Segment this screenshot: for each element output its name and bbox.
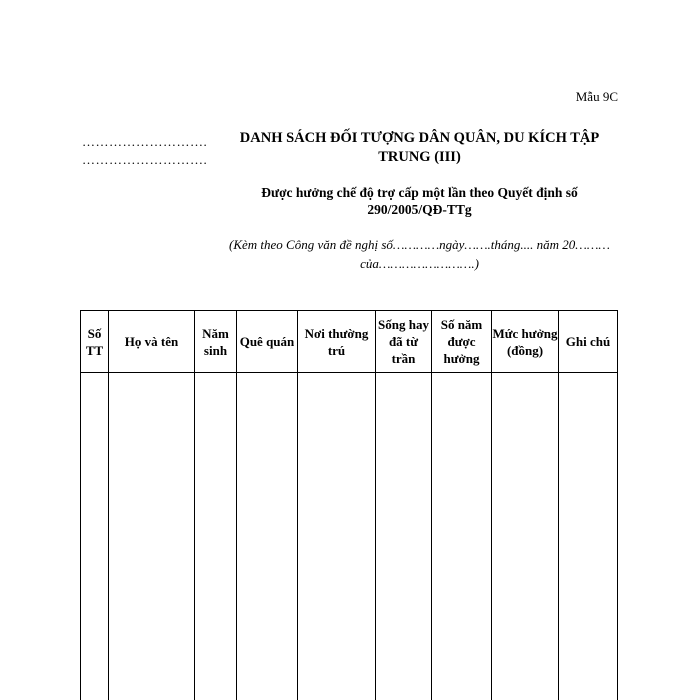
column-header-notes: Ghi chú <box>559 311 618 373</box>
organization-line-2: ………………………. <box>82 152 208 167</box>
column-header-birth-year: Năm sinh <box>195 311 237 373</box>
document-subtitle: Được hưởng chế độ trợ cấp một lần theo Quyết định số 290/2005/QĐ-TTg <box>261 185 578 217</box>
table-cell-residence <box>298 373 376 700</box>
column-header-residence: Nơi thường trú <box>298 311 376 373</box>
column-header-hometown: Quê quán <box>237 311 298 373</box>
organization-placeholder <box>82 133 207 169</box>
table-header-row <box>81 311 618 373</box>
document-title: DANH SÁCH ĐỐI TƯỢNG DÂN QUÂN, DU KÍCH TẬP TRUNG (III) <box>239 130 600 165</box>
table-cell-years-entitled <box>432 373 492 700</box>
organization-line-1: ………………………. <box>82 134 208 149</box>
column-header-full-name: Họ và tên <box>109 311 195 373</box>
form-code: Mẫu 9C <box>575 89 618 104</box>
table-row <box>81 373 618 700</box>
table-cell-full-name <box>109 373 195 700</box>
table-cell-hometown <box>237 373 298 700</box>
column-header-alive-status: Sống hay đã từ trần <box>376 311 432 373</box>
column-header-stt: Số TT <box>81 311 109 373</box>
table-cell-benefit-amount <box>492 373 559 700</box>
beneficiary-table <box>80 310 618 700</box>
table-cell-alive-status <box>376 373 432 700</box>
table-cell-notes <box>559 373 618 700</box>
table-cell-birth-year <box>195 373 237 700</box>
column-header-years-entitled: Số năm được hưởng <box>432 311 492 373</box>
attachment-note: (Kèm theo Công văn đề nghị số…………ngày…….tháng.... năm 20………của…………………….) <box>229 237 610 271</box>
table-cell-stt <box>81 373 109 700</box>
column-header-benefit-amount: Mức hưởng (đồng) <box>492 311 559 373</box>
